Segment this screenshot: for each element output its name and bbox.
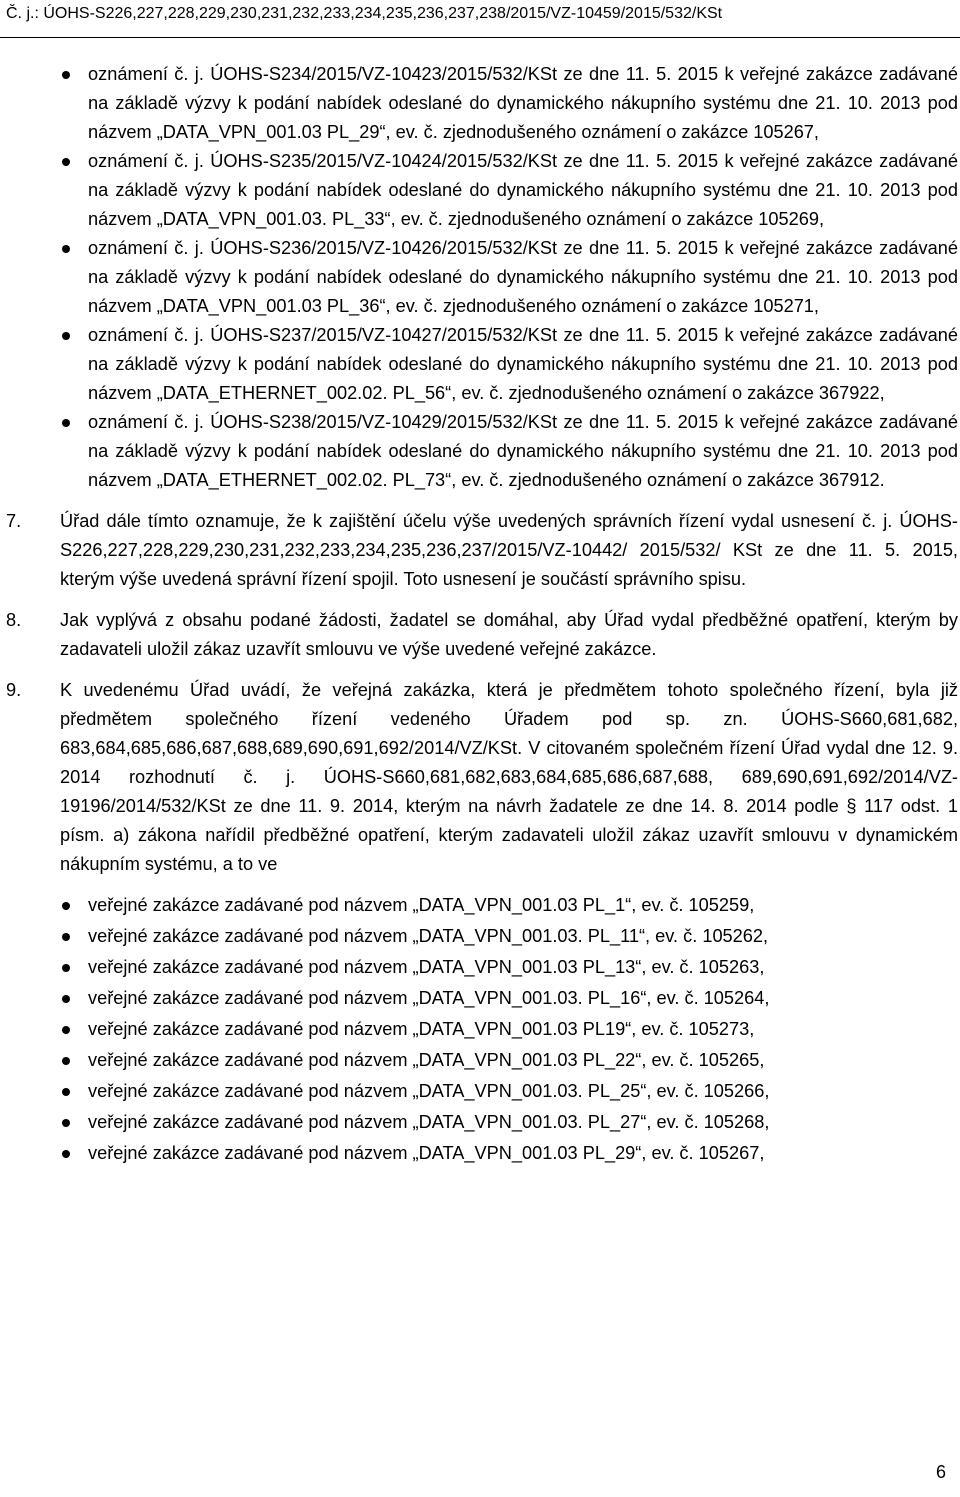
notice-bullet-list	[0, 60, 960, 495]
bullet-icon	[62, 1026, 70, 1034]
bullet-icon	[62, 964, 70, 972]
list-item-text: veřejné zakázce zadávané pod názvem „DATA_VPN_001.03 PL_1“, ev. č. 105259,	[88, 895, 755, 915]
list-item-text: oznámení č. j. ÚOHS-S235/2015/VZ-10424/2015/532/KSt ze dne 11. 5. 2015 k veřejné zakázce zadávané na základě výzvy k podání nabídek odeslané do dynamického nákupního systému dne 21. 10. 2013 pod názvem „DATA_VPN_001.03. PL_33“, ev. č. zjednodušeného oznámení o zakázce 105269,	[88, 151, 958, 229]
bullet-icon	[62, 419, 70, 427]
page-header	[0, 0, 960, 38]
paragraph-text: K uvedenému Úřad uvádí, že veřejná zakázka, která je předmětem tohoto společného řízení, byla již předmětem společného řízení vedeného Úřadem pod sp. zn. ÚOHS-S660,681,682, 683,684,685,686,687,688,689,690,691,692/2014/VZ/KSt. V citovaném společném řízení Úřad vydal dne 12. 9. 2014 rozhodnutí č. j. ÚOHS-S660,681,682,683,684,685,686,687,688, 689,690,691,692/2014/VZ-19196/2014/532/KSt ze dne 11. 9. 2014, kterým na návrh žadatele ze dne 14. 8. 2014 podle § 117 odst. 1 písm. a) zákona nařídil předběžné opatření, kterým zadavateli uložil zákaz uzavřít smlouvu v dynamickém nákupním systému, a to ve	[60, 680, 958, 874]
bullet-icon	[62, 71, 70, 79]
paragraph-text: Jak vyplývá z obsahu podané žádosti, žadatel se domáhal, aby Úřad vydal předběžné opatření, kterým by zadavateli uložil zákaz uzavřít smlouvu ve výše uvedené veřejné zakázce.	[60, 610, 958, 659]
list-item	[0, 1046, 960, 1077]
list-item-text: veřejné zakázce zadávané pod názvem „DATA_VPN_001.03 PL_29“, ev. č. 105267,	[88, 1143, 765, 1163]
paragraph-number: 8.	[6, 610, 22, 630]
paragraph-number: 9.	[6, 680, 22, 700]
list-item-text: oznámení č. j. ÚOHS-S236/2015/VZ-10426/2015/532/KSt ze dne 11. 5. 2015 k veřejné zakázce zadávané na základě výzvy k podání nabídek odeslané do dynamického nákupního systému dne 21. 10. 2013 pod názvem „DATA_VPN_001.03 PL_36“, ev. č. zjednodušeného oznámení o zakázce 105271,	[88, 238, 958, 316]
list-item	[0, 1108, 960, 1139]
list-item	[0, 922, 960, 953]
paragraph-text: Úřad dále tímto oznamuje, že k zajištění účelu výše uvedených správních řízení vydal usnesení č. j. ÚOHS-S226,227,228,229,230,231,232,233,234,235,236,237/2015/VZ-10442/ 2015/532/ KSt ze dne 11. 5. 2015, kterým výše uvedená správní řízení spojil. Toto usnesení je součástí správního spisu.	[60, 511, 958, 589]
bullet-icon	[62, 1119, 70, 1127]
bullet-icon	[62, 245, 70, 253]
list-item	[0, 1139, 960, 1170]
list-item-text: veřejné zakázce zadávané pod názvem „DATA_VPN_001.03 PL_13“, ev. č. 105263,	[88, 957, 765, 977]
bullet-icon	[62, 1088, 70, 1096]
list-item-text: oznámení č. j. ÚOHS-S234/2015/VZ-10423/2015/532/KSt ze dne 11. 5. 2015 k veřejné zakázce zadávané na základě výzvy k podání nabídek odeslané do dynamického nákupního systému dne 21. 10. 2013 pod názvem „DATA_VPN_001.03 PL_29“, ev. č. zjednodušeného oznámení o zakázce 105267,	[88, 64, 958, 142]
list-item	[0, 234, 960, 321]
list-item	[0, 60, 960, 147]
numbered-paragraph-8	[0, 606, 960, 664]
bullet-icon	[62, 1057, 70, 1065]
list-item	[0, 147, 960, 234]
list-item-text: veřejné zakázce zadávané pod názvem „DATA_VPN_001.03. PL_16“, ev. č. 105264,	[88, 988, 770, 1008]
bullet-icon	[62, 902, 70, 910]
numbered-paragraph-7	[0, 507, 960, 594]
bullet-icon	[62, 933, 70, 941]
list-item	[0, 321, 960, 408]
list-item-text: veřejné zakázce zadávané pod názvem „DATA_VPN_001.03 PL_22“, ev. č. 105265,	[88, 1050, 765, 1070]
header-reference: Č. j.: ÚOHS-S226,227,228,229,230,231,232,233,234,235,236,237,238/2015/VZ-10459/2015/532/KSt	[6, 5, 723, 22]
list-item-text: veřejné zakázce zadávané pod názvem „DATA_VPN_001.03. PL_27“, ev. č. 105268,	[88, 1112, 770, 1132]
list-item-text: veřejné zakázce zadávané pod názvem „DATA_VPN_001.03 PL19“, ev. č. 105273,	[88, 1019, 755, 1039]
page-number: 6	[936, 1462, 947, 1482]
contract-bullet-list	[0, 891, 960, 1170]
bullet-icon	[62, 1150, 70, 1158]
bullet-icon	[62, 158, 70, 166]
list-item	[0, 1015, 960, 1046]
list-item	[0, 1077, 960, 1108]
list-item	[0, 984, 960, 1015]
list-item-text: veřejné zakázce zadávané pod názvem „DATA_VPN_001.03. PL_25“, ev. č. 105266,	[88, 1081, 770, 1101]
paragraph-number: 7.	[6, 511, 22, 531]
bullet-icon	[62, 332, 70, 340]
list-item-text: oznámení č. j. ÚOHS-S238/2015/VZ-10429/2015/532/KSt ze dne 11. 5. 2015 k veřejné zakázce zadávané na základě výzvy k podání nabídek odeslané do dynamického nákupního systému dne 21. 10. 2013 pod názvem „DATA_ETHERNET_002.02. PL_73“, ev. č. zjednodušeného oznámení o zakázce 367912.	[88, 412, 958, 490]
bullet-icon	[62, 995, 70, 1003]
list-item-text: oznámení č. j. ÚOHS-S237/2015/VZ-10427/2015/532/KSt ze dne 11. 5. 2015 k veřejné zakázce zadávané na základě výzvy k podání nabídek odeslané do dynamického nákupního systému dne 21. 10. 2013 pod názvem „DATA_ETHERNET_002.02. PL_56“, ev. č. zjednodušeného oznámení o zakázce 367922,	[88, 325, 958, 403]
list-item	[0, 953, 960, 984]
list-item	[0, 408, 960, 495]
list-item	[0, 891, 960, 922]
numbered-paragraph-9	[0, 676, 960, 879]
document-body	[0, 60, 960, 1170]
list-item-text: veřejné zakázce zadávané pod názvem „DATA_VPN_001.03. PL_11“, ev. č. 105262,	[88, 926, 769, 946]
